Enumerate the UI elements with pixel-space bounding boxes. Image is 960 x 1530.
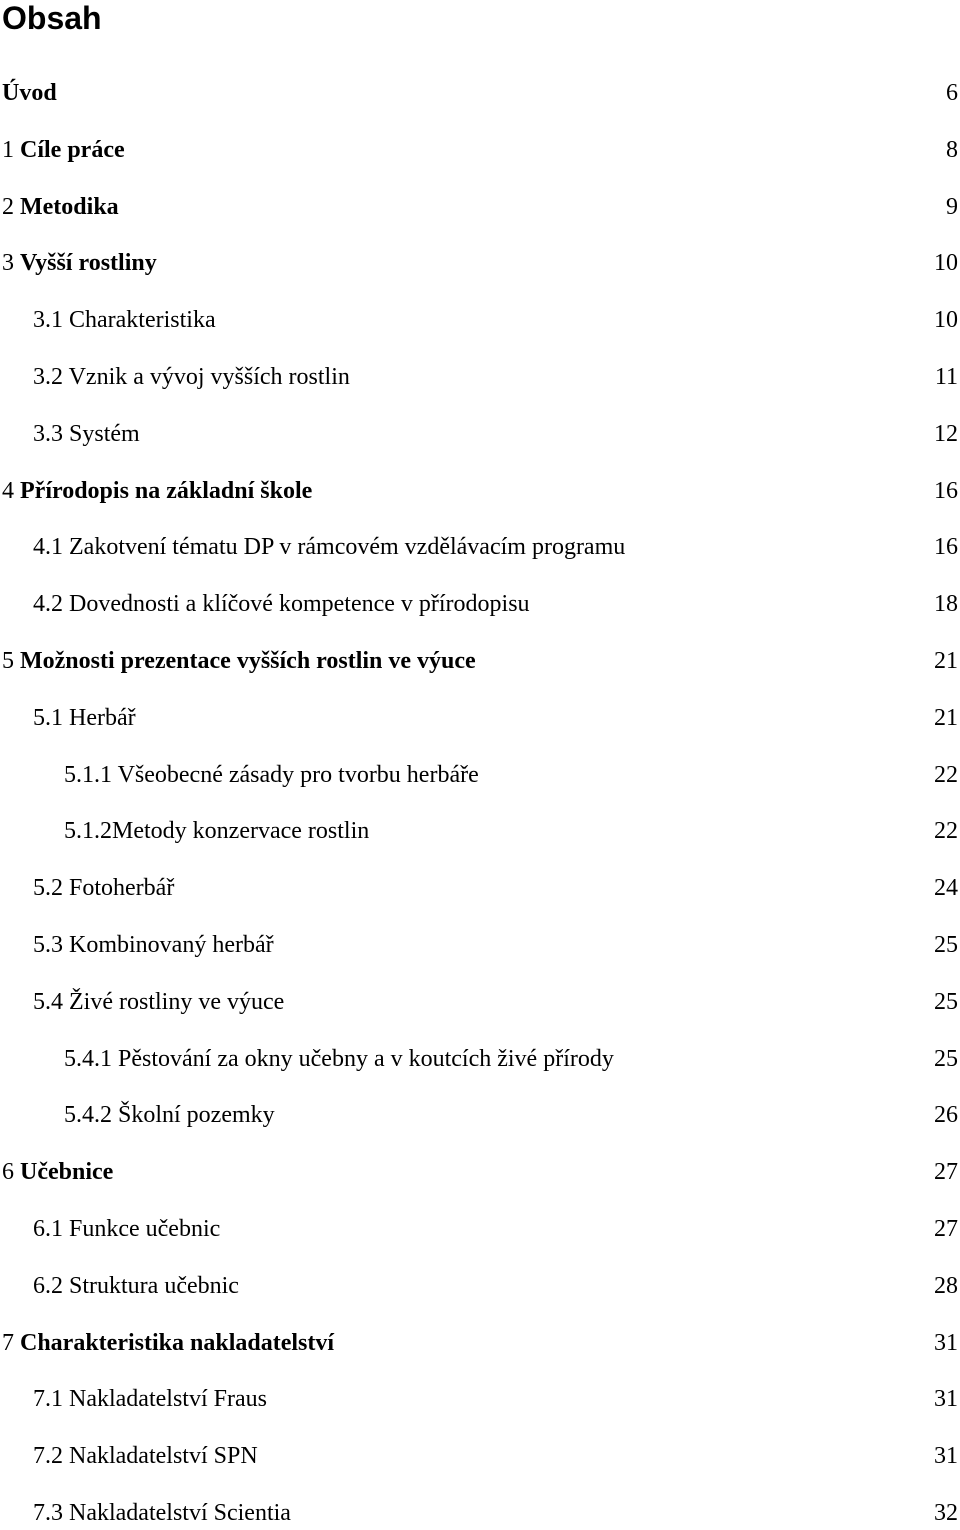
toc-entry-page-number: 6 bbox=[946, 80, 958, 106]
toc-entry-label bbox=[64, 1042, 614, 1076]
toc-entry bbox=[0, 190, 960, 224]
toc-entry-page-number: 28 bbox=[934, 1272, 958, 1299]
toc-entry bbox=[0, 1326, 960, 1360]
toc-entry-label bbox=[2, 474, 312, 508]
toc-entry-label bbox=[33, 985, 284, 1019]
toc-entry-title: Charakteristika nakladatelství bbox=[20, 1329, 335, 1356]
toc-entry-label bbox=[2, 1155, 113, 1189]
toc-entry-title: Živé rostliny ve výuce bbox=[69, 988, 285, 1015]
toc-entry-page-number: 22 bbox=[934, 818, 958, 845]
toc-entry-page-number: 8 bbox=[946, 136, 958, 163]
toc-entry-number: 7 bbox=[2, 1329, 14, 1356]
toc-entry bbox=[0, 1155, 960, 1189]
toc-entry-number: 4.1 bbox=[33, 534, 63, 561]
toc-entry-title: Nakladatelství Fraus bbox=[69, 1386, 267, 1413]
toc-entry-number: 4.2 bbox=[33, 591, 63, 618]
toc-entry-label bbox=[33, 303, 216, 337]
toc-entry-number: 3.2 bbox=[33, 364, 63, 390]
toc-entry bbox=[0, 871, 960, 905]
toc-entry-label bbox=[2, 1326, 334, 1360]
toc-entry-page-number: 18 bbox=[934, 591, 958, 618]
toc-entry-number: 5.1 bbox=[33, 704, 63, 731]
toc-entry-page-number: 9 bbox=[946, 193, 958, 220]
toc-entry-title: Školní pozemky bbox=[118, 1102, 275, 1129]
toc-entry bbox=[0, 1042, 960, 1076]
toc-entry-title: Možnosti prezentace vyšších rostlin ve výuce bbox=[20, 648, 476, 674]
toc-entry-number: 5.2 bbox=[33, 875, 63, 902]
toc-entry-title: Nakladatelství SPN bbox=[69, 1443, 258, 1470]
toc-entry-number: 5.1.2Metody bbox=[64, 818, 187, 845]
toc-entry-title: Struktura učebnic bbox=[69, 1272, 239, 1299]
toc-entry bbox=[0, 1382, 960, 1416]
toc-entry-page-number: 26 bbox=[934, 1102, 958, 1129]
toc-entry-page-number: 16 bbox=[934, 477, 958, 504]
toc-entry-page-number: 10 bbox=[934, 250, 958, 277]
toc-entry-label bbox=[33, 871, 174, 905]
toc-entry-title: Učebnice bbox=[20, 1159, 114, 1186]
toc-entry-label bbox=[33, 1269, 239, 1303]
toc-entry-title: Úvod bbox=[2, 80, 57, 106]
toc-entry-page-number: 31 bbox=[934, 1386, 958, 1413]
toc-entry-title: Vznik a vývoj vyšších rostlin bbox=[68, 364, 350, 390]
toc-entry-number: 5.3 bbox=[33, 932, 63, 958]
toc-entry bbox=[0, 530, 960, 564]
toc-entry-number: 5.4.1 bbox=[64, 1045, 112, 1072]
toc-entry bbox=[0, 76, 960, 110]
toc-entry bbox=[0, 1269, 960, 1303]
toc-entry-page-number: 32 bbox=[934, 1500, 958, 1526]
toc-entry-label bbox=[33, 417, 140, 451]
toc-entry-number: 2 bbox=[2, 193, 14, 220]
toc-entry bbox=[0, 701, 960, 735]
toc-entry-label bbox=[33, 1439, 258, 1473]
toc-entry-title: Charakteristika bbox=[69, 307, 216, 334]
toc-entry-number: 4 bbox=[2, 477, 14, 504]
toc-entry-page-number: 12 bbox=[934, 420, 958, 447]
toc-entry-number: 6.2 bbox=[33, 1272, 63, 1299]
toc-entry-title: Cíle práce bbox=[20, 136, 125, 163]
toc-entry-page-number: 21 bbox=[934, 704, 958, 731]
toc-entry-label bbox=[33, 1212, 220, 1246]
toc-entry bbox=[0, 474, 960, 508]
toc-entry-page-number: 11 bbox=[934, 364, 958, 390]
toc-entry-number: 3.3 bbox=[33, 420, 63, 447]
page-title: Obsah bbox=[2, 0, 102, 36]
toc-entry-label bbox=[64, 814, 369, 848]
toc-entry-number: 1 bbox=[2, 136, 14, 163]
toc-entry-page-number: 25 bbox=[934, 932, 958, 958]
toc-entry bbox=[0, 1212, 960, 1246]
toc-entry-label bbox=[33, 587, 530, 621]
toc-entry-page-number: 25 bbox=[934, 1045, 958, 1072]
toc-entry-number: 6.1 bbox=[33, 1216, 63, 1242]
toc-entry-number: 5 bbox=[2, 648, 14, 674]
toc-entry-label bbox=[64, 758, 479, 792]
toc-entry-page-number: 10 bbox=[934, 307, 958, 334]
toc-entry bbox=[0, 928, 960, 962]
toc-entry-title: konzervace rostlin bbox=[192, 818, 370, 845]
toc-entry bbox=[0, 814, 960, 848]
toc-entry bbox=[0, 1496, 960, 1530]
toc-entry-label bbox=[33, 928, 274, 962]
toc-entry bbox=[0, 360, 960, 394]
toc-entry-title: Pěstování za okny učebny a v koutcích živé přírody bbox=[118, 1045, 614, 1072]
toc-entry-number: 5.1.1 bbox=[64, 761, 112, 788]
toc-entry-number: 3 bbox=[2, 250, 14, 277]
toc-entry-title: Fotoherbář bbox=[69, 875, 175, 902]
toc-entry-page-number: 25 bbox=[934, 988, 958, 1015]
toc-entry-title: Herbář bbox=[69, 704, 136, 731]
toc-entry bbox=[0, 246, 960, 280]
toc-entry bbox=[0, 587, 960, 621]
toc-entry-page-number: 21 bbox=[934, 648, 958, 674]
toc-entry-title: Zakotvení tématu DP v rámcovém vzdělávacím programu bbox=[69, 534, 626, 561]
toc-entry-title: Metodika bbox=[20, 193, 119, 220]
toc-entry-label bbox=[64, 1098, 275, 1132]
toc-entry-label bbox=[2, 644, 476, 678]
toc-entry bbox=[0, 1098, 960, 1132]
toc-entry bbox=[0, 417, 960, 451]
toc-entry-page-number: 27 bbox=[934, 1159, 958, 1186]
toc-entry-number: 7.3 bbox=[33, 1500, 63, 1526]
toc-entry-number: 7.1 bbox=[33, 1386, 63, 1413]
toc-entry-page-number: 16 bbox=[934, 534, 958, 561]
toc-entry-title: Systém bbox=[69, 420, 140, 447]
toc-entry bbox=[0, 758, 960, 792]
toc-entry-label bbox=[33, 701, 136, 735]
toc-entry-title: Přírodopis na základní škole bbox=[20, 477, 313, 504]
toc-entry-title: Kombinovaný herbář bbox=[69, 932, 274, 958]
toc-entry-label bbox=[2, 190, 119, 224]
toc-entry-title: Všeobecné zásady pro tvorbu herbáře bbox=[117, 761, 479, 788]
toc-entry bbox=[0, 644, 960, 678]
toc-entry-label bbox=[33, 1382, 267, 1416]
toc-entry-page-number: 31 bbox=[934, 1329, 958, 1356]
toc-entry-number: 7.2 bbox=[33, 1443, 63, 1470]
toc-entry-page-number: 31 bbox=[934, 1443, 958, 1470]
toc-entry-page-number: 22 bbox=[934, 761, 958, 788]
toc-entry-label bbox=[2, 76, 57, 110]
toc-entry-label bbox=[33, 360, 350, 394]
toc-entry-number: 3.1 bbox=[33, 307, 63, 334]
toc-entry-label bbox=[33, 530, 625, 564]
toc-entry-label bbox=[33, 1496, 291, 1530]
toc-entry-number: 6 bbox=[2, 1159, 14, 1186]
toc-entry-title: Vyšší rostliny bbox=[20, 250, 157, 277]
toc-entry bbox=[0, 985, 960, 1019]
toc-entry-label bbox=[2, 133, 125, 167]
toc-entry-page-number: 27 bbox=[934, 1216, 958, 1242]
toc-entry-title: Nakladatelství Scientia bbox=[69, 1500, 291, 1526]
toc-entry-number: 5.4.2 bbox=[64, 1102, 112, 1129]
toc-entry-title: Funkce učebnic bbox=[69, 1216, 221, 1242]
toc-entry-page-number: 24 bbox=[934, 875, 958, 902]
toc-entry bbox=[0, 303, 960, 337]
toc-entry-number: 5.4 bbox=[33, 988, 63, 1015]
toc-entry bbox=[0, 133, 960, 167]
toc-entry-label bbox=[2, 246, 157, 280]
toc-entry bbox=[0, 1439, 960, 1473]
toc-entry-title: Dovednosti a klíčové kompetence v přírodopisu bbox=[69, 591, 530, 618]
